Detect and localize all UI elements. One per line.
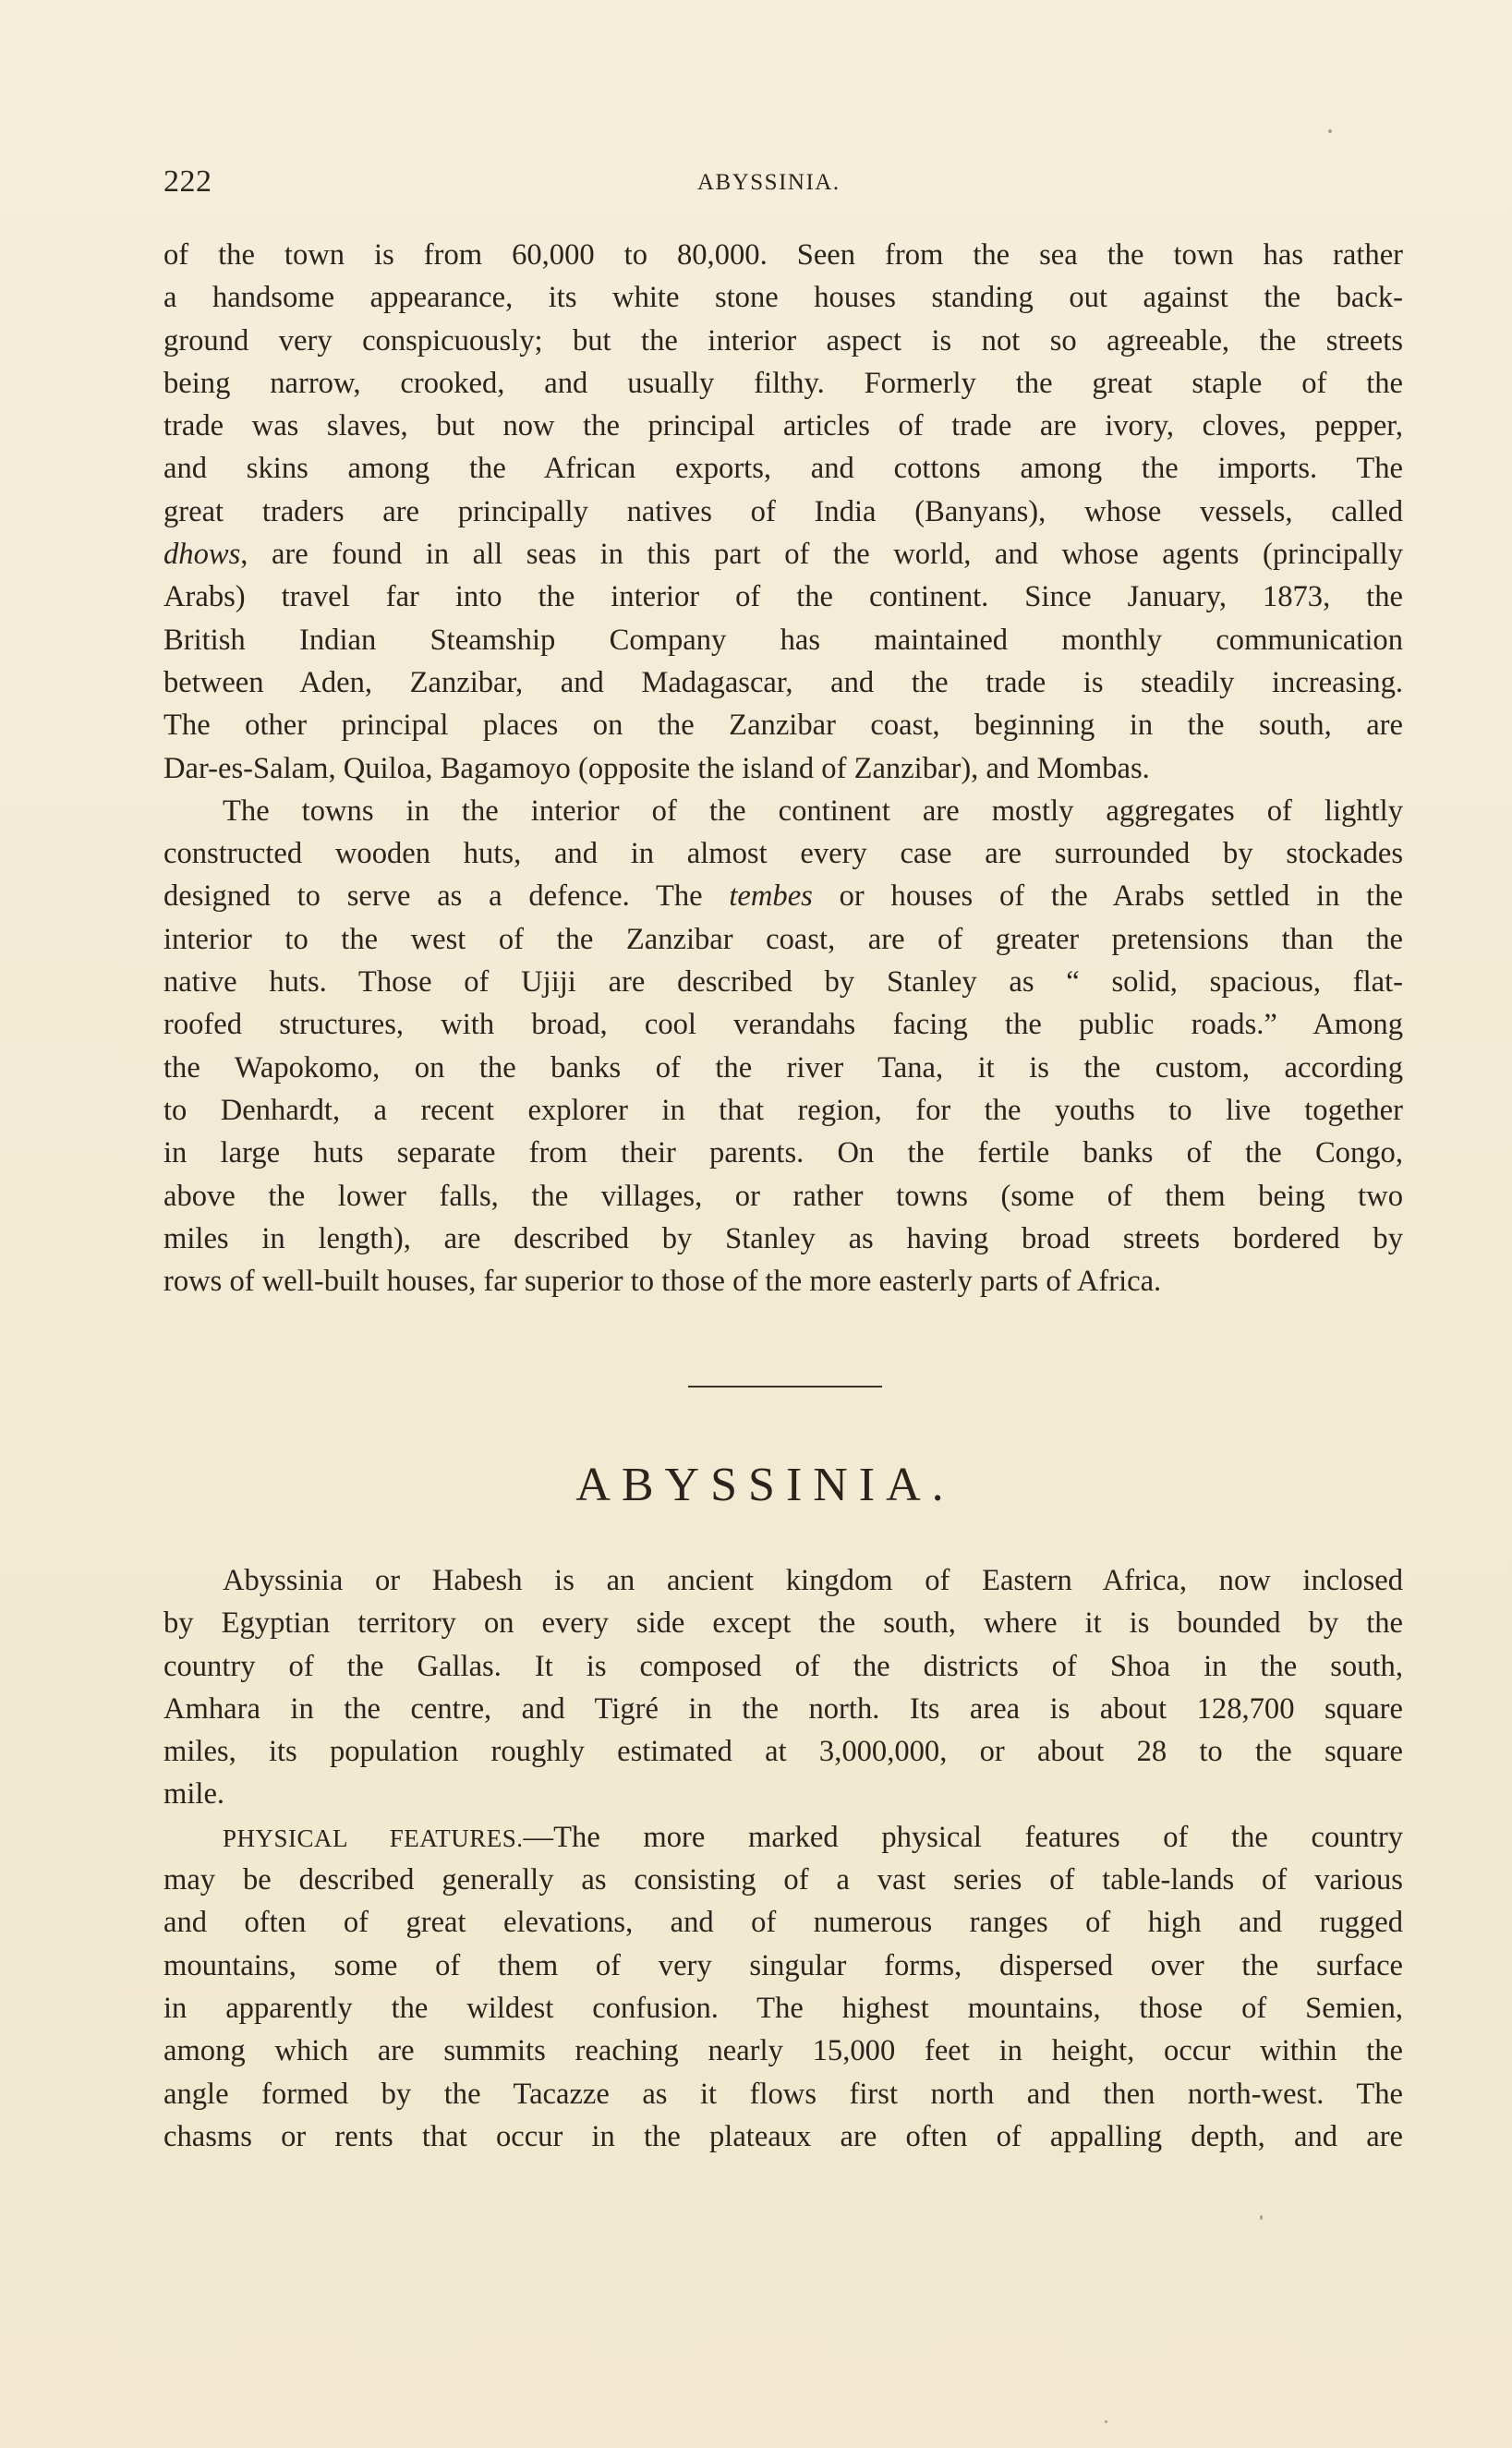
text-line [163,1773,1403,1815]
text-line [163,1175,1403,1218]
text-line [163,1816,1403,1859]
text-line [163,1218,1403,1260]
text-line [163,491,1403,533]
text-run: —The more marked physical features of the country [523,1820,1403,1854]
text-line [163,1859,1403,1901]
text-run: interior to the west of the Zanzibar coast, are of greater pretensions than the [163,922,1403,956]
text-run: and skins among the African exports, and cottons among the imports. The [163,452,1403,486]
text-run: mile. [163,1777,225,1812]
text-run: by Egyptian territory on every side except the south, where it is bounded by the [163,1606,1403,1641]
text-run: or houses of the Arabs settled in the [812,879,1403,914]
text-run: and often of great elevations, and of numerous ranges of high and rugged [163,1906,1403,1940]
page-number: 222 [163,164,212,199]
text-run: rows of well-built houses, far superior to those of the more easterly parts of Africa. [163,1265,1162,1299]
text-run: British Indian Steamship Company has maintained monthly communication [163,623,1403,657]
text-line [163,1132,1403,1174]
text-line [163,747,1403,790]
text-line [163,276,1403,319]
italic-term: tembes [729,879,813,914]
text-run: Abyssinia or Habesh is an ancient kingdom of Eastern Africa, now inclosed [223,1564,1403,1597]
text-run: designed to serve as a defence. The [163,879,730,914]
text-line [163,2073,1403,2115]
text-line [163,1645,1403,1688]
text-run: roofed structures, with broad, cool verandahs facing the public roads.” Among [163,1008,1403,1042]
text-line [163,1089,1403,1132]
paper-speck [1105,2420,1107,2423]
italic-term: dhows [163,538,241,572]
text-run: chasms or rents that occur in the plateaux are often of appalling depth, and are [163,2119,1403,2153]
text-line [163,447,1403,490]
text-run: of the town is from 60,000 to 80,000. Seen from the sea the town has rather [163,238,1403,272]
text-line [163,1901,1403,1944]
text-line [163,1003,1403,1046]
text-run: The towns in the interior of the continent are mostly aggregates of lightly [223,794,1403,828]
text-run: may be described generally as consisting of a vast series of table-lands of various [163,1863,1403,1897]
text-run: in large huts separate from their parents. On the fertile banks of the Congo, [163,1136,1403,1170]
text-line [163,1559,1403,1602]
text-line [163,619,1403,661]
text-run: miles, its population roughly estimated at 3,000,000, or about 28 to the square [163,1735,1403,1769]
text-run: angle formed by the Tacazze as it flows first north and then north-west. The [163,2077,1403,2111]
text-run: great traders are principally natives of India (Banyans), whose vessels, called [163,494,1403,528]
text-line [163,661,1403,704]
text-line [163,1260,1403,1303]
text-run: miles in length), are described by Stanley as having broad streets bordered by [163,1221,1403,1255]
text-run: mountains, some of them of very singular forms, dispersed over the surface [163,1948,1403,1982]
text-run: , are found in all seas in this part of the world, and whose agents (principally [240,538,1403,572]
text-line [163,2030,1403,2072]
body-text-abyssinia [163,1559,1403,2158]
text-line [163,576,1403,618]
running-head: ABYSSINIA. [697,170,841,195]
text-line [163,1987,1403,2030]
section-heading: ABYSSINIA. [575,1459,955,1511]
text-run: among which are summits reaching nearly 15,000 feet in height, occur within the [163,2034,1403,2068]
text-run: the Wapokomo, on the banks of the river Tana, it is the custom, according [163,1050,1403,1085]
text-line [163,790,1403,832]
text-line [163,704,1403,746]
subsection-label: PHYSICAL FEATURES. [223,1824,524,1852]
page-header [163,164,1403,211]
text-line [163,1602,1403,1644]
text-run: trade was slaves, but now the principal articles of trade are ivory, cloves, pepper, [163,409,1403,443]
text-line [163,405,1403,447]
body-text-zanzibar [163,234,1403,1303]
text-run: ground very conspicuously; but the interior aspect is not so agreeable, the streets [163,323,1403,358]
text-line [163,1047,1403,1089]
text-line [163,875,1403,917]
text-line [163,918,1403,961]
text-run: Amhara in the centre, and Tigré in the north. Its area is about 128,700 square [163,1691,1403,1726]
text-run: Arabs) travel far into the interior of the continent. Since January, 1873, the [163,580,1403,614]
text-run: The other principal places on the Zanzibar coast, beginning in the south, are [163,709,1403,743]
text-run: between Aden, Zanzibar, and Madagascar, and the trade is steadily increasing. [163,665,1403,699]
text-run: above the lower falls, the villages, or rather towns (some of them being two [163,1179,1403,1213]
paper-speck [1328,129,1332,133]
text-line [163,961,1403,1003]
text-line [163,1945,1403,1987]
text-line [163,1730,1403,1773]
text-run: native huts. Those of Ujiji are described by Stanley as “ solid, spacious, flat- [163,965,1403,1000]
text-line [163,533,1403,576]
text-line [163,320,1403,362]
text-run: constructed wooden huts, and in almost every case are surrounded by stockades [163,837,1403,871]
paper-speck [1260,2215,1263,2220]
text-line [163,832,1403,875]
text-line [163,234,1403,276]
text-run: country of the Gallas. It is composed of the districts of Shoa in the south, [163,1649,1403,1683]
text-run: a handsome appearance, its white stone houses standing out against the back- [163,281,1403,315]
text-line [163,362,1403,405]
text-run: Dar-es-Salam, Quiloa, Bagamoyo (opposite the island of Zanzibar), and Mombas. [163,751,1150,785]
text-run: being narrow, crooked, and usually filthy. Formerly the great staple of the [163,366,1403,400]
text-line [163,2115,1403,2158]
text-line [163,1688,1403,1730]
text-run: in apparently the wildest confusion. The highest mountains, those of Semien, [163,1991,1403,2025]
section-divider [688,1386,882,1388]
text-run: to Denhardt, a recent explorer in that region, for the youths to live together [163,1093,1403,1127]
